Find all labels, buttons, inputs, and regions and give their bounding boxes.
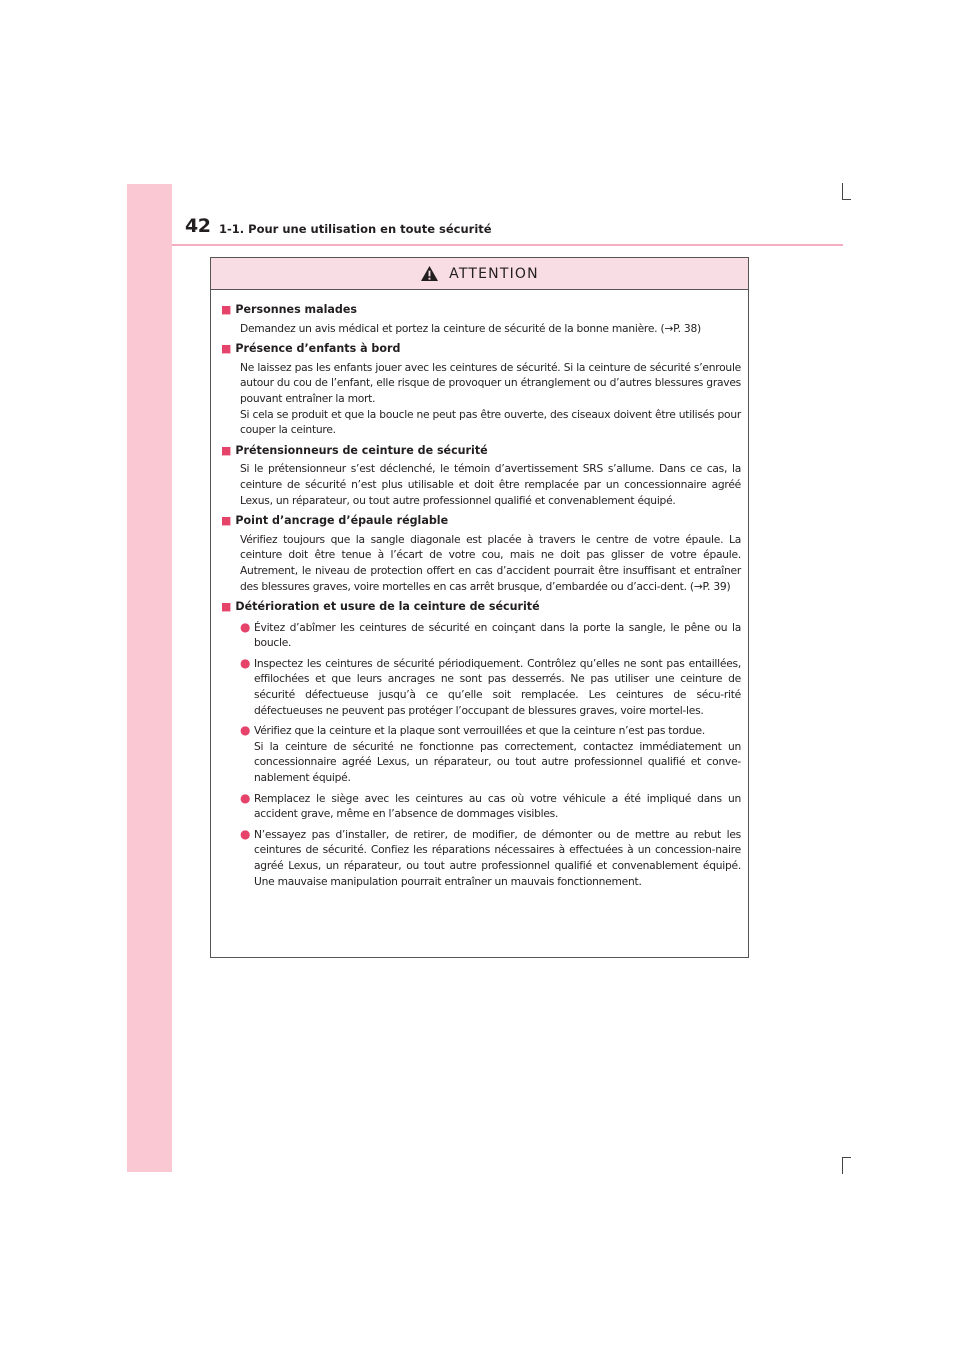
section-title: 1-1. Pour une utilisation en toute sécurité bbox=[219, 222, 492, 236]
square-bullet-icon: ■ bbox=[221, 443, 232, 457]
section-text: Vérifiez toujours que la sangle diagonale est placée à travers le centre de votre épaule. La ceinture doit être tenue à l’écart de votre cou, mais ne doit pas glisser de votre épaule. Autrement, le niveau de protection offert en cas d’accident pourrait être insuffisant et entraîner des blessures graves, voire mortelles en cas arrêt brusque, d’embardée ou d’acci-dent. (→P. 39) bbox=[240, 532, 741, 593]
section-heading: ■ Détérioration et usure de la ceinture de sécurité bbox=[221, 600, 540, 614]
list-item: ● Remplacez le siège avec les ceintures au cas où votre véhicule a été impliqué dans un accident grave, même en l’absence de dommages visibles. bbox=[240, 790, 741, 821]
square-bullet-icon: ■ bbox=[221, 303, 232, 316]
list-item: ● N’essayez pas d’installer, de retirer, de modifier, de démonter ou de mettre au rebut les ceintures de sécurité. Confiez les réparations nécessaires à effectuées à un concession-naire agréé Lexus, un réparateur, ou tout autre professionnel qualifié et convenablement équipé. Une mauvaise manipulation pourrait entraîner un mauvais fonctionnement. bbox=[240, 826, 741, 888]
section-text: Si le prétensionneur s’est déclenché, le témoin d’avertissement SRS s’allume. Dans ce cas, la ceinture de sécurité n’est plus utilisable et doit être remplacée par un concessionnaire agréé Lexus, un réparateur, ou tout autre professionnel qualifié et convenablement équipé. bbox=[240, 462, 741, 507]
square-bullet-icon: ■ bbox=[221, 514, 232, 528]
section-text: Demandez un avis médical et portez la ceinture de sécurité de la bonne manière. (→P. 38) bbox=[240, 321, 701, 335]
circle-bullet-icon: ● bbox=[240, 723, 251, 738]
side-tab-bar bbox=[127, 184, 172, 1172]
header-divider bbox=[172, 244, 843, 246]
circle-bullet-icon: ● bbox=[240, 655, 251, 670]
circle-bullet-icon: ● bbox=[240, 790, 251, 805]
section-heading: ■ Personnes malades bbox=[221, 303, 357, 316]
section-text: Ne laissez pas les enfants jouer avec les ceintures de sécurité. Si la ceinture de sécurité s’enroule autour du cou de l’enfant, elle risque de provoquer un étranglement ou d’autres blessures graves pouvant entraîner la mort. bbox=[240, 360, 741, 405]
list-item: ● Inspectez les ceintures de sécurité périodiquement. Contrôlez qu’elles ne sont pas entaillées, effilochées et que leurs ancrages ne sont pas desserrés. Ne pas utiliser une ceinture de sécurité défectueuse jusqu’à ce qu’elle soit remplacée. Les ceintures de sécu-rité défectueuses ne peuvent pas protéger l’occupant de blessures graves, voire mortel-les. bbox=[240, 655, 741, 717]
section-text: Si cela se produit et que la boucle ne peut pas être ouverte, des ciseaux doivent être utilisés pour couper la ceinture. bbox=[240, 407, 741, 437]
warning-triangle-icon bbox=[420, 265, 439, 282]
section-heading: ■ Présence d’enfants à bord bbox=[221, 342, 401, 356]
section-heading: ■ Point d’ancrage d’épaule réglable bbox=[221, 514, 449, 528]
circle-bullet-icon: ● bbox=[240, 619, 251, 634]
square-bullet-icon: ■ bbox=[221, 600, 232, 614]
warning-box bbox=[210, 257, 749, 958]
list-item: ● Vérifiez que la ceinture et la plaque sont verrouillées et que la ceinture n’est pas tordue. Si la ceinture de sécurité ne fonctionne pas correctement, contactez immédiatement un concessionnaire agréé Lexus, un réparateur, ou tout autre professionnel qualifié et conve-nablement équipé. bbox=[240, 723, 741, 785]
square-bullet-icon: ■ bbox=[221, 342, 232, 356]
section-heading: ■ Prétensionneurs de ceinture de sécurité bbox=[221, 443, 488, 457]
page-number: 42 bbox=[185, 215, 211, 237]
warning-header bbox=[211, 258, 748, 290]
warning-title: ATTENTION bbox=[449, 265, 539, 282]
list-item: ● Évitez d’abîmer les ceintures de sécurité en coinçant dans la porte la sangle, le pêne ou la boucle. bbox=[240, 619, 741, 650]
crop-mark-top bbox=[842, 183, 851, 200]
warning-body bbox=[211, 290, 748, 889]
crop-mark-bottom bbox=[842, 1157, 851, 1174]
circle-bullet-icon: ● bbox=[240, 826, 251, 841]
